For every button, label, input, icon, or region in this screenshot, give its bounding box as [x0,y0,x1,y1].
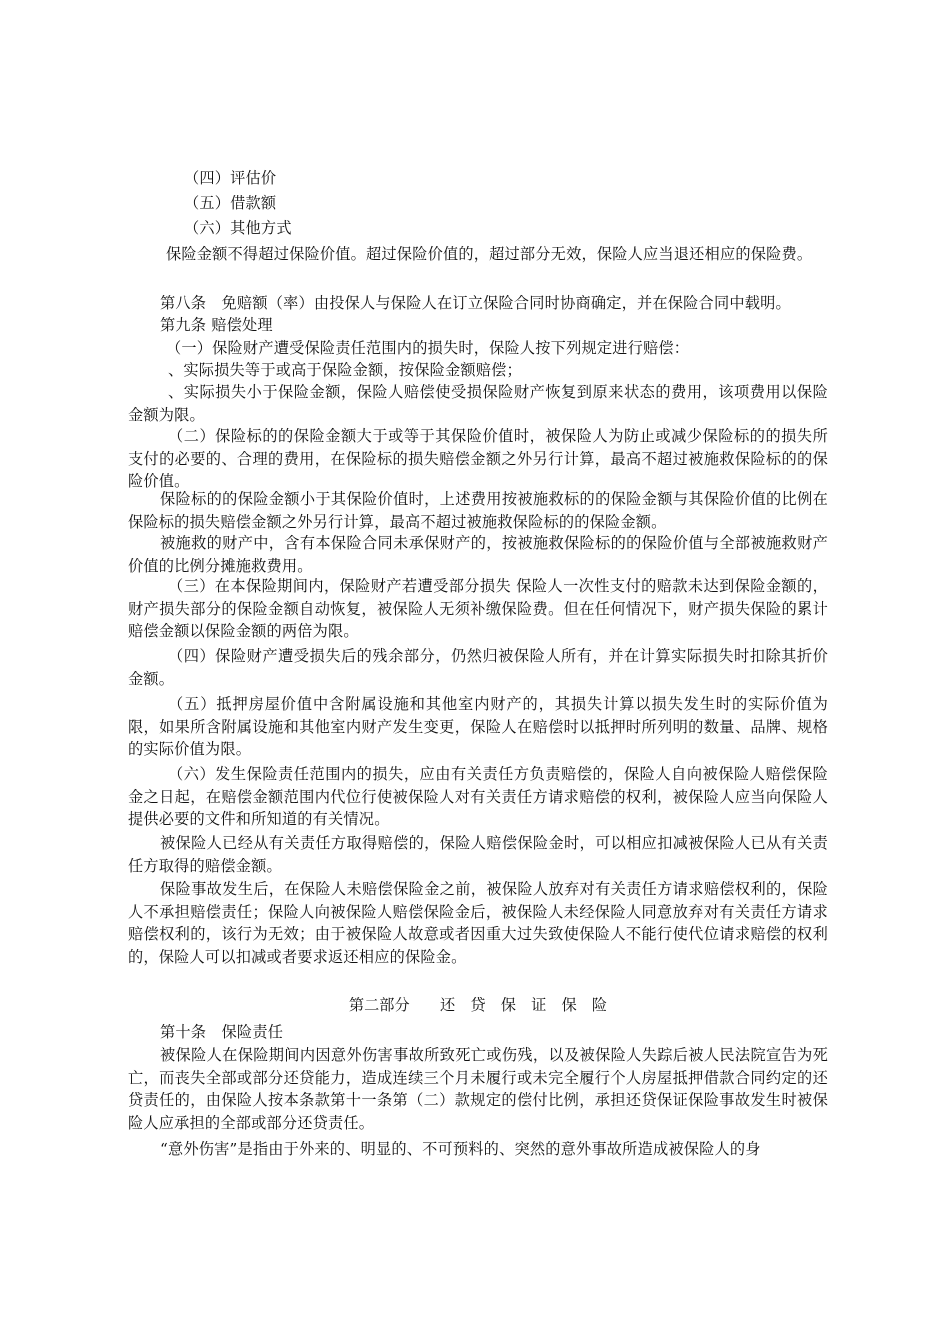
paragraph: （三）在本保险期间内，保险财产若遭受部分损失 保险人一次性支付的赔款未达到保险金额的，财产损失部分的保险金额自动恢复，被保险人无须补缴保险费。但在任何情况下，财产损失保险的累计赔偿金额以保险金额的两倍为限。 [128,577,828,640]
paragraph: 保险金额不得超过保险价值。超过保险价值的，超过部分无效，保险人应当退还相应的保险费。 [166,245,813,263]
paragraph: （六）其他方式 [184,219,292,237]
paragraph: 被保险人已经从有关责任方取得赔偿的，保险人赔偿保险金时，可以相应扣减被保险人已从有关责任方取得的赔偿金额。 [128,834,828,875]
paragraph: “意外伤害”是指由于外来的、明显的、不可预料的、突然的意外事故所造成被保险人的身 [160,1140,761,1158]
paragraph: （五）借款额 [184,194,277,212]
paragraph: （六）发生保险责任范围内的损失，应由有关责任方负责赔偿的，保险人自向被保险人赔偿保险金之日起，在赔偿金额范围内代位行使被保险人对有关责任方请求赔偿的权利，被保险人应当向保险人提供必要的文件和所知道的有关情况。 [128,765,828,828]
paragraph: 保险事故发生后，在保险人未赔偿保险金之前，被保险人放弃对有关责任方请求赔偿权利的，保险人不承担赔偿责任；保险人向被保险人赔偿保险金后，被保险人未经保险人同意放弃对有关责任方请求赔偿权利的，该行为无效；由于被保险人故意或者因重大过失致使保险人不能行使代位请求赔偿的权利的，保险人可以扣减或者要求返还相应的保险金。 [128,880,828,966]
paragraph: 、实际损失小于保险金额，保险人赔偿使受损保险财产恢复到原来状态的费用，该项费用以保险金额为限。 [128,383,828,424]
paragraph: （四）保险财产遭受损失后的残余部分，仍然归被保险人所有，并在计算实际损失时扣除其折价金额。 [128,647,828,688]
section-heading: 第九条 赔偿处理 [160,316,273,334]
paragraph: 被施救的财产中，含有本保险合同未承保财产的，按被施救保险标的的保险价值与全部被施救财产价值的比例分摊施救费用。 [128,534,828,575]
part-title: 第二部分 还 贷 保 证 保 险 [348,996,608,1014]
paragraph: 第八条 免赔额（率）由投保人与保险人在订立保险合同时协商确定，并在保险合同中载明。 [160,294,791,312]
paragraph: 、实际损失等于或高于保险金额，按保险金额赔偿； [168,361,522,379]
paragraph: （四）评估价 [184,169,277,187]
paragraph: （一）保险财产遭受保险责任范围内的损失时，保险人按下列规定进行赔偿： [166,339,690,357]
paragraph: 被保险人在保险期间内因意外伤害事故所致死亡或伤残，以及被保险人失踪后被人民法院宣告为死亡，而丧失全部或部分还贷能力，造成连续三个月未履行或未完全履行个人房屋抵押借款合同约定的还贷责任的，由保险人按本条款第十一条第（二）款规定的偿付比例，承担还贷保证保险事故发生时被保险人应承担的全部或部分还贷责任。 [128,1046,828,1132]
paragraph: 保险标的的保险金额小于其保险价值时，上述费用按被施救标的的保险金额与其保险价值的比例在保险标的损失赔偿金额之外另行计算，最高不超过被施救保险标的的保险金额。 [128,490,828,531]
paragraph: （五）抵押房屋价值中含附属设施和其他室内财产的，其损失计算以损失发生时的实际价值为限，如果所含附属设施和其他室内财产发生变更，保险人在赔偿时以抵押时所列明的数量、品牌、规格的实际价值为限。 [128,695,828,758]
section-heading: 第十条 保险责任 [160,1023,284,1041]
paragraph: （二）保险标的的保险金额大于或等于其保险价值时，被保险人为防止或减少保险标的的损失所支付的必要的、合理的费用，在保险标的损失赔偿金额之外另行计算，最高不超过被施救保险标的的保险价值。 [128,427,828,490]
